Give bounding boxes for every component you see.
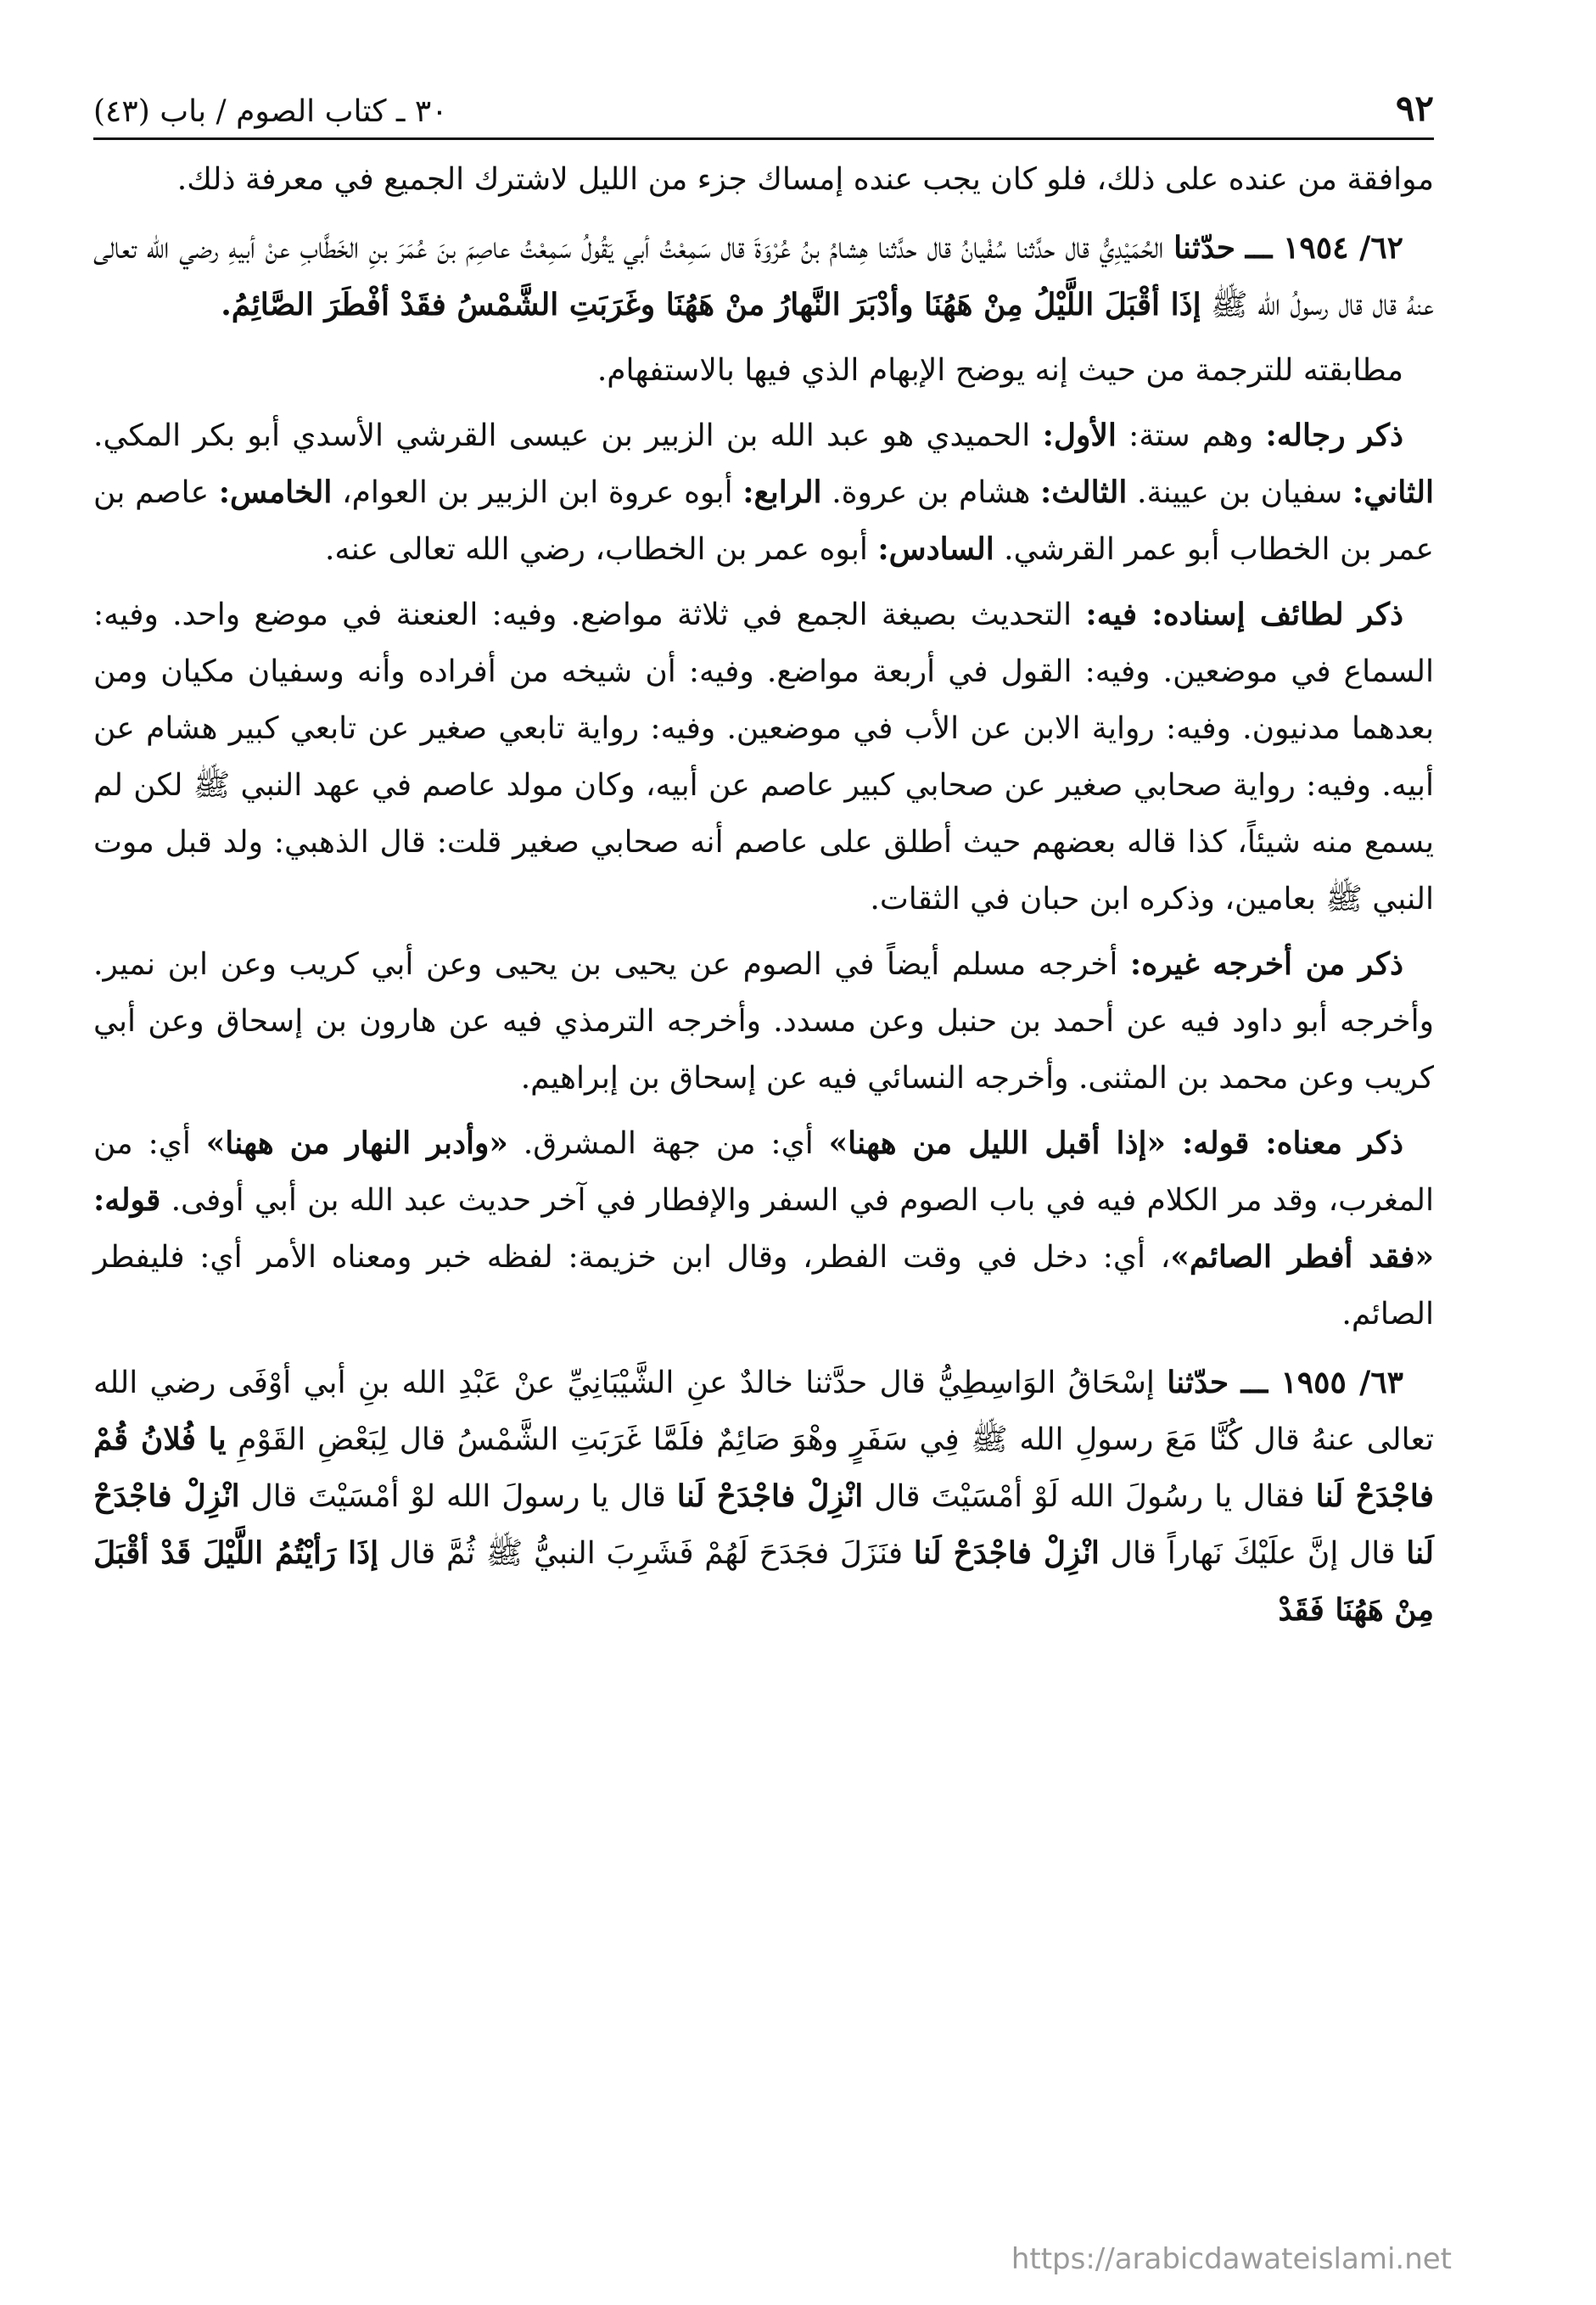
paragraph-text: وهم ستة: [1116, 418, 1266, 453]
section-label: ذكر من أخرجه غيره: [1129, 946, 1403, 982]
hadith-text: قال إنَّ علَيْكَ نَهاراً قال [1099, 1536, 1407, 1571]
section-label: ذكر معناه: قوله: «إذا أقبل الليل من ههنا» [828, 1125, 1404, 1161]
hadith-matn: انْزِلْ فاجْدَحْ لَنا [913, 1535, 1100, 1571]
narrator-label: الثالث: [1039, 474, 1128, 510]
paragraph-text: عاصم بن عمر بن الخطاب أبو عمر القرشي. [93, 475, 1434, 567]
hadith-lead: حدّثنا [1167, 1365, 1229, 1400]
paragraph-text: موافقة من عنده على ذلك، فلو كان يجب عنده إمساك جزء من الليل لاشترك الجميع في معرفة ذلك. [176, 162, 1434, 197]
maana-paragraph [93, 1115, 1434, 1343]
hadith-matn: إذَا رَأيْتُمُ اللَّيْلَ قَدْ أقْبَلَ مِنْ هَهُنَا فَقَدْ [93, 1535, 1434, 1628]
quoted-phrase: قوله: «فقد أفطر الصائم» [93, 1182, 1434, 1275]
header-rule [93, 137, 1434, 140]
hadith-63 [93, 1354, 1434, 1639]
paragraph-text: ، أي: دخل في وقت الفطر، وقال ابن خزيمة: لفظه خبر ومعناه الأمر أي: فليفطر الصائم. [93, 1240, 1434, 1332]
hadith-text: قال يا رسولَ الله لوْ أمْسَيْتَ قال [239, 1479, 677, 1514]
narrator-label: الرابع: [742, 474, 822, 510]
hadith-matn: انْزِلْ فاجْدَحْ لَنا [676, 1478, 864, 1514]
paragraph-text: أبوه عروة ابن الزبير بن العوام، [332, 475, 743, 510]
hadith-text: فقال يا رسُولَ الله لَوْ أمْسَيْتَ قال [863, 1479, 1316, 1514]
hadith-62 [93, 220, 1434, 334]
paragraph-text: أي: من جهة المشرق. [507, 1126, 829, 1161]
paragraph-text: هشام بن عروة. [821, 475, 1040, 510]
hadith-matn: انْزِلْ فاجْدَحْ لَنا [93, 1478, 1434, 1571]
page [93, 59, 1434, 2266]
akhraja-paragraph [93, 936, 1434, 1107]
paragraph-text: سفيان بن عيينة. [1127, 475, 1352, 510]
paragraph-text: أي: من المغرب، وقد مر الكلام فيه في باب الصوم في السفر والإفطار في آخر حديث عبد الله بن أبي أوفى. [93, 1126, 1434, 1218]
lataif-paragraph [93, 586, 1434, 928]
narrator-label: الثاني: [1352, 474, 1435, 510]
paragraph-text: التحديث بصيغة الجمع في ثلاثة مواضع. وفيه: العنعنة في موضع واحد. وفيه: السماع في موضعين. وفيه: القول في أربعة مواضع. وفيه: أن شيخه من أفراده وأنه وسفيان مكيان ومن بعدهما مدنيون. وفيه: رواية الابن عن الأب في موضعين. وفيه: رواية تابعي صغير عن تابعي كبير هشام عن أبيه. وفيه: رواية صحابي صغير عن صحابي كبير عاصم عن أبيه، وكان مولد عاصم في عهد النبي ﷺ لكن لم يسمع منه شيئاً، كذا قاله بعضهم حيث أطلق على عاصم أنه صحابي صغير قلت: قال الذهبي: ولد قبل موت النبي ﷺ بعامين، وذكره ابن حبان في الثقات. [93, 597, 1435, 917]
hadith-text: فنَزَلَ فجَدَحَ لَهُمْ فَشَرِبَ النبيُّ ﷺ ثُمَّ قال [378, 1536, 914, 1571]
paragraph-text: أخرجه مسلم أيضاً في الصوم عن يحيى بن يحيى وعن أبي كريب وعن ابن نمير. وأخرجه أبو داود فيه عن أحمد بن حنبل وعن مسدد. وأخرجه الترمذي فيه عن هارون بن إسحاق وعن أبي كريب وعن محمد بن المثنى. وأخرجه النسائي فيه عن إسحاق بن إبراهيم. [93, 947, 1435, 1096]
hadith-isnad: إسْحَاقُ الوَاسِطِيُّ قال حدَّثنا خالدٌ عنِ الشَّيْبَانِيِّ عنْ عَبْدِ الله بنِ أبي أوْفَى رضي الله تعالى عنهُ قال كُنَّا مَعَ رسولِ الله ﷺ فِي سَفَرٍ وهْوَ صَائِمٌ فلَمَّا غَرَبَتِ الشَّمْسُ قال لِبَعْضِ القَوْمِ [93, 1366, 1434, 1457]
section-label: ذكر لطائف إسناده: فيه: [1085, 597, 1404, 632]
hadith-isnad: الحُمَيْدِيُّ قال حدَّثنا سُفْيانُ قال حدَّثنا هِشامُ بنُ عُرْوَةَ قال سَمِعْتُ أبي يَقُولُ سَمِعْتُ عاصِمَ بنَ عُمَرَ بنِ الخَطَّابِ عنْ أبيهِ رضي الله تعالى عنهُ قال قال رسولُ الله ﷺ [93, 231, 1434, 322]
hadith-matn: يا فُلانُ قُمْ فاجْدَحْ لَنا [93, 1422, 1435, 1514]
paragraph-text: الحميدي هو عبد الله بن الزبير بن عيسى القرشي الأسدي أبو بكر المكي. [93, 418, 1043, 453]
page-header [93, 59, 1434, 137]
paragraph-text: أبوه عمر بن الخطاب، رضي الله تعالى عنه. [324, 532, 878, 567]
narrator-label: الخامس: [218, 474, 333, 510]
hadith-lead: حدّثنا [1173, 230, 1236, 266]
paragraph-text: مطابقته للترجمة من حيث إنه يوضح الإبهام الذي فيها بالاستفهام. [596, 353, 1403, 388]
page-number: ٩٢ [1395, 87, 1434, 129]
hadith-number: ٦٣/ ١٩٥٥ ـــ [1240, 1365, 1403, 1400]
body-text [93, 151, 1434, 1647]
hadith-matn: إذَا أقْبَلَ اللَّيْلُ مِنْ هَهُنَا وأدْبَرَ النَّهارُ منْ هَهُنَا وغَرَبَتِ الشَّمْسُ فقَدْ أفْطَرَ الصَّائِمُ. [221, 287, 1201, 322]
hadith-number: ٦٢/ ١٩٥٤ ـــ [1245, 230, 1403, 266]
narrator-label: السادس: [877, 531, 994, 567]
quoted-phrase: «وأدبر النهار من ههنا» [205, 1125, 508, 1161]
paragraph-continuation [93, 151, 1434, 208]
watermark-url: https://arabicdawateislami.net [1011, 2242, 1452, 2276]
narrator-label: الأول: [1042, 418, 1117, 453]
section-label: ذكر رجاله: [1265, 418, 1404, 453]
rijal-paragraph [93, 407, 1434, 578]
tarjama-paragraph [93, 342, 1434, 399]
running-head: ٣٠ ـ كتاب الصوم / باب (٤٣) [93, 94, 448, 129]
